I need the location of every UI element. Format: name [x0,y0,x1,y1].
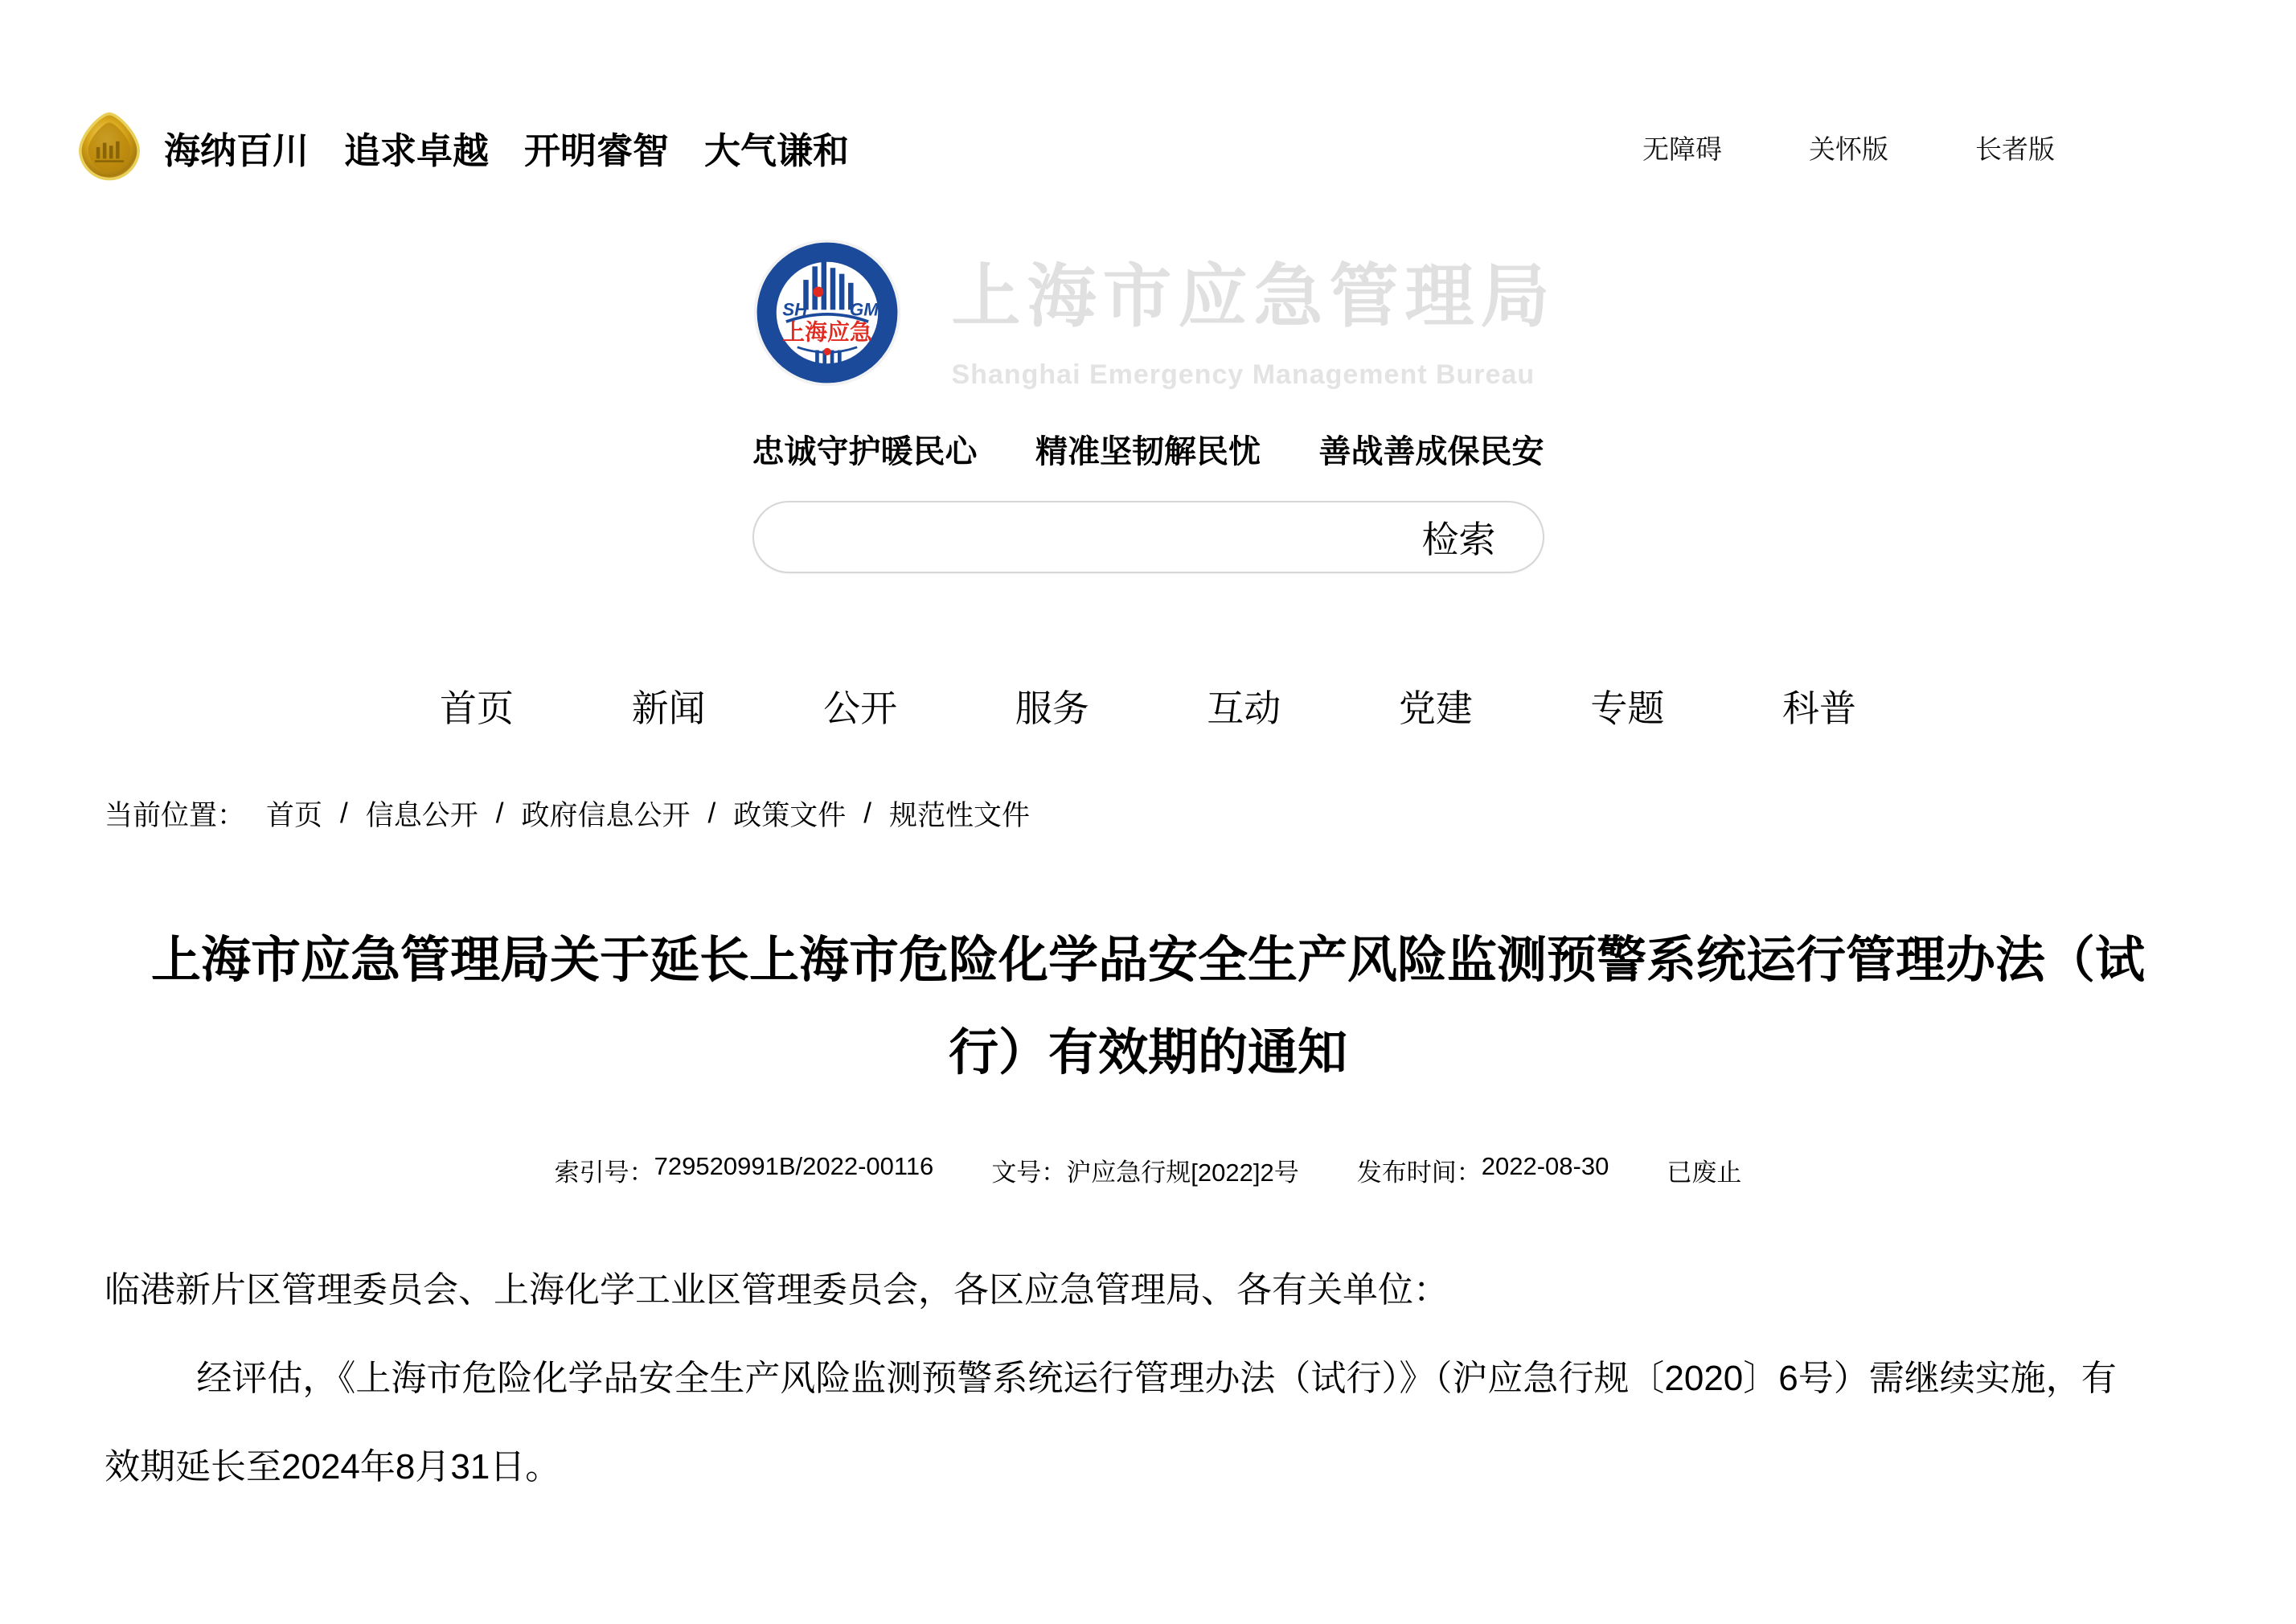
bureau-slogan [752,426,1544,472]
bureau-slogan-1: 忠诚守护暖民心 [752,434,978,470]
breadcrumb-separator: / [340,798,348,830]
status-badge [1667,1152,1741,1188]
bureau-title-block [952,238,1556,391]
bureau-slogan-2: 精准坚韧解民忧 [1035,434,1261,470]
nav-item-services[interactable]: 服务 [1015,687,1089,730]
meta-date-value: 2022-08-30 [1481,1152,1609,1181]
breadcrumb-separator: / [707,798,716,830]
search-bar [752,501,1544,573]
link-care-version[interactable]: 关怀版 [1809,133,1888,164]
main-nav [440,679,1856,732]
nav-item-disclosure[interactable]: 公开 [823,687,898,730]
meta-index-value: 729520991B/2022-00116 [654,1152,934,1181]
masthead-logo-row [752,238,1556,391]
shanghai-city-emblem-icon [72,111,146,183]
svg-text:GM: GM [849,299,879,320]
meta-publish-date [1357,1152,1609,1188]
city-spirit-slogans [164,121,849,174]
top-bar-left [72,111,849,183]
meta-status-repealed: 已废止 [1667,1159,1742,1187]
search-button[interactable]: 检索 [1422,511,1543,564]
article-paragraph-decision: 经评估，《上海市危险化学品安全生产风险监测预警系统运行管理办法（试行）》（沪应急行规〔2020〕6号）需继续实施，有效期延长至2024年8月31日。 [105,1359,2117,1487]
bureau-title-en: Shanghai Emergency Management Bureau [951,359,1535,391]
city-slogan-3: 开明睿智 [524,129,670,171]
nav-item-party[interactable]: 党建 [1398,687,1473,730]
article-title-line1: 上海市应急管理局关于延长上海市危险化学品安全生产风险监测预警系统运行管理办法（试 [150,933,2145,989]
breadcrumb-separator: / [863,798,872,830]
breadcrumb-normative-docs[interactable]: 规范性文件 [889,800,1031,832]
accessibility-links [1642,129,2055,166]
article-paragraph-recipients: 临港新片区管理委员会、上海化学工业区管理委员会，各区应急管理局、各有关单位： [105,1270,1449,1310]
nav-item-science[interactable]: 科普 [1781,687,1856,730]
city-slogan-4: 大气谦和 [704,129,850,171]
breadcrumb-separator: / [495,798,504,830]
city-slogan-1: 海纳百川 [164,129,310,171]
nav-item-news[interactable]: 新闻 [631,687,706,730]
meta-doc-no-value: 沪应急行规[2022]2号 [1066,1159,1299,1187]
nav-item-topics[interactable]: 专题 [1590,687,1665,730]
link-elder-version[interactable]: 长者版 [1975,133,2055,164]
breadcrumb [105,794,2296,834]
breadcrumb-gov-info[interactable]: 政府信息公开 [521,800,691,832]
link-accessibility[interactable]: 无障碍 [1642,133,1722,164]
meta-doc-no [991,1152,1298,1188]
article-body [105,1246,2130,1511]
meta-index-no [555,1152,934,1188]
bureau-slogan-3: 善战善成保民安 [1318,434,1544,470]
article-title-line2: 行）有效期的通知 [948,1025,1347,1081]
breadcrumb-home[interactable]: 首页 [266,800,323,832]
meta-doc-no-label: 文号： [991,1159,1067,1187]
article-title [95,914,2201,1099]
bureau-logo-icon [752,238,902,388]
top-bar [0,0,2296,183]
nav-item-home[interactable]: 首页 [440,687,514,730]
document-meta [0,1152,2296,1188]
breadcrumb-policy-docs[interactable]: 政策文件 [733,800,847,832]
meta-date-label: 发布时间： [1356,1159,1482,1187]
breadcrumb-info-disclosure[interactable]: 信息公开 [365,800,478,832]
masthead [752,238,1556,573]
svg-text:SH: SH [781,299,807,320]
city-slogan-2: 追求卓越 [344,129,490,171]
search-input[interactable] [754,505,1422,569]
svg-text:上海应急: 上海应急 [781,319,872,345]
bureau-title-cn: 上海市应急管理局 [951,258,1556,335]
breadcrumb-label: 当前位置： [105,800,246,832]
nav-item-interaction[interactable]: 互动 [1207,687,1281,730]
meta-index-label: 索引号： [554,1159,654,1187]
